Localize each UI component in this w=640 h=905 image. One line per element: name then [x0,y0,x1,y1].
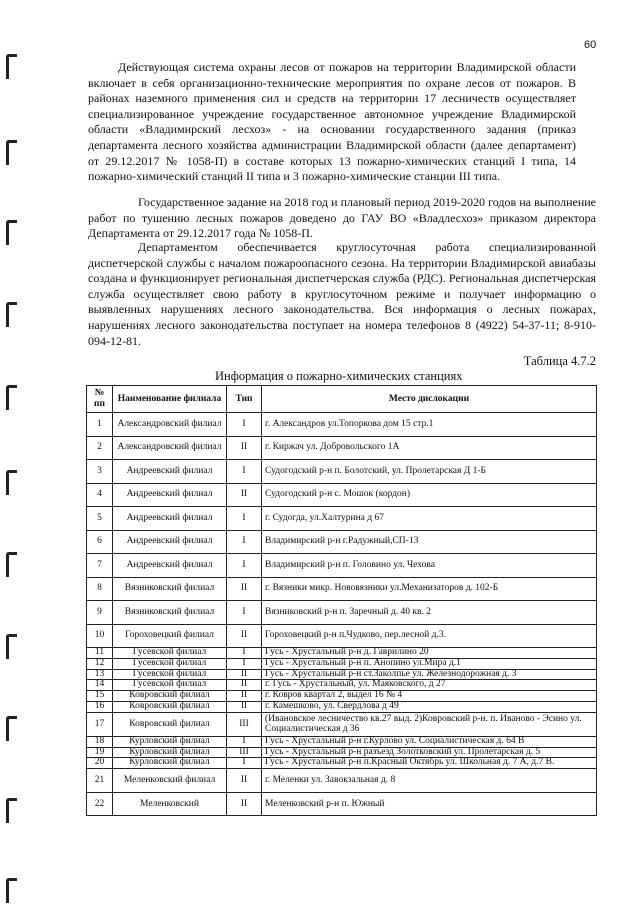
table-row [87,769,597,793]
row-location: Гусь - Хрустальный р-н п. Анопино ул.Мира д.1 [262,658,597,669]
row-location: г. Александров ул.Топоркова дом 15 стр.1 [262,413,597,437]
row-type: I [227,758,262,769]
row-filial: Гусевской филиал [113,648,227,659]
row-number: 10 [87,624,113,648]
row-number: 16 [87,701,113,712]
row-location: г. Гусь - Хрустальный, ул. Маяковского, д 27 [262,680,597,691]
row-type: III [227,747,262,758]
row-type: II [227,483,262,507]
row-type: I [227,736,262,747]
row-number: 13 [87,669,113,680]
paragraph-dispatch-service: Департаментом обеспечивается круглосуточная работа специализированной диспетчерской службы с началом пожароопасного сезона. На территории Владимирской авиабазы создана и функционирует региональная диспетчерская служба (РДС). Региональная диспетчерская служба осуществляет свою работу в круглосуточном режиме и получает информацию о выявленных нарушениях лесного законодательства. Вся информация о лесных пожарах, нарушениях лесного законодательства поступает на номера телефонов 8 (4922) 54-37-11; 8-910-094-12-81. [88,240,596,348]
row-number: 18 [87,736,113,747]
header-num: № пп [87,386,113,413]
row-filial: Курловский филиал [113,736,227,747]
row-number: 22 [87,792,113,816]
row-filial: Гусевской филиал [113,680,227,691]
table-row [87,658,597,669]
row-location: Гороховецкий р-н п.Чудково, пер.лесной д.3. [262,624,597,648]
row-number: 20 [87,758,113,769]
row-location: Судогодский р-н с. Мошок (кордон) [262,483,597,507]
row-type: I [227,530,262,554]
table-row [87,436,597,460]
header-location: Место дислокации [262,386,597,413]
row-location: Владимирский р-н г.Радужный,СП-13 [262,530,597,554]
row-number: 19 [87,747,113,758]
paragraph-fire-protection-system: Действующая система охраны лесов от пожаров на территории Владимирской области включает в себя организационно-технические мероприятия по охране лесов от пожаров. В районах наземного применения сил и средств на территории 17 лесничеств осуществляет специализированное учреждение государственное автономное учреждение Владимирской области «Владимирский лесхоз» - на основании государственного задания (приказ департамента лесного хозяйства администрации Владимирской области (далее департамент) от 29.12.2017 № 1058-П) в составе которых 13 пожарно-химических станций I типа, 14 пожарно-химический станций II типа и 3 пожарно-химические станции III типа. [88,60,576,184]
row-type: I [227,554,262,578]
row-filial: Андреевский филиал [113,507,227,531]
paragraph-state-assignment: Государственное задание на 2018 год и плановый период 2019-2020 годов на выполнение работ по тушению лесных пожаров доведено до ГАУ ВО «Владлесхоз» приказом директора Департамента от 29.12.2017 года № 1058-П. [88,195,596,241]
binder-holes [6,40,20,900]
row-filial: Александровский филиал [113,436,227,460]
table-row [87,758,597,769]
table-row [87,648,597,659]
row-number: 4 [87,483,113,507]
row-type: II [227,691,262,702]
row-number: 14 [87,680,113,691]
table-row [87,792,597,816]
header-type: Тип [227,386,262,413]
row-type: III [227,712,262,736]
table-row [87,691,597,702]
row-type: I [227,658,262,669]
table-row [87,530,597,554]
row-filial: Андреевский филиал [113,483,227,507]
row-number: 21 [87,769,113,793]
row-number: 2 [87,436,113,460]
row-location: Гусь - Хрустальный р-н разъезд Золотковский ул. Пролетарская д. 5 [262,747,597,758]
row-filial: Ковровский филиал [113,691,227,702]
table-row [87,554,597,578]
table-row [87,507,597,531]
row-filial: Гусевской филиал [113,669,227,680]
table-caption: Таблица 4.7.2 [523,354,596,368]
row-location: Судогодский р-н п. Болотский, ул. Пролетарская Д 1-Б [262,460,597,484]
row-location: г. Киржач ул. Добровольского 1А [262,436,597,460]
row-number: 15 [87,691,113,702]
table-title: Информация о пожарно-химических станциях [215,369,463,383]
row-number: 17 [87,712,113,736]
table-row [87,483,597,507]
row-type: II [227,436,262,460]
table-row [87,413,597,437]
row-number: 7 [87,554,113,578]
row-type: II [227,769,262,793]
row-location: Вязниковский р-н п. Заречный д. 40 кв. 2 [262,601,597,625]
table-row [87,624,597,648]
row-type: II [227,577,262,601]
table-body [87,413,597,816]
row-type: I [227,601,262,625]
row-location: Меленковский р-н п. Южный [262,792,597,816]
row-location: г. Ковров квартал 2, выдел 16 № 4 [262,691,597,702]
row-number: 5 [87,507,113,531]
row-location: г. Меленки ул. Завокзальная д. 8 [262,769,597,793]
table-row [87,736,597,747]
row-type: II [227,624,262,648]
row-filial: Ковровский филиал [113,712,227,736]
row-location: Владимирский р-н п. Головино ул. Чехова [262,554,597,578]
row-number: 8 [87,577,113,601]
row-filial: Меленковский филиал [113,769,227,793]
table-row [87,712,597,736]
row-type: I [227,413,262,437]
row-number: 6 [87,530,113,554]
row-location: Гусь - Хрустальный р-н ст.Заколпье ул. Железнодорожная д. 3 [262,669,597,680]
row-location: г. Судогда, ул.Халтурина д 67 [262,507,597,531]
stations-table [86,385,597,816]
row-filial: Вязниковский филиал [113,577,227,601]
row-type: II [227,669,262,680]
row-type: II [227,792,262,816]
row-location: Гусь - Хрустальный р-н г.Курлово ул. Социалистическая д. 64 В [262,736,597,747]
row-number: 11 [87,648,113,659]
row-filial: Курловский филиал [113,747,227,758]
row-number: 3 [87,460,113,484]
row-filial: Гороховецкий филиал [113,624,227,648]
table-row [87,577,597,601]
page-number: 60 [584,39,597,51]
header-filial: Наименование филиала [113,386,227,413]
row-location: Гусь - Хрустальный р-н п.Красный Октябрь ул. Школьная д. 7 А, д.7 В. [262,758,597,769]
row-filial: Александровский филиал [113,413,227,437]
row-number: 1 [87,413,113,437]
row-location: г. Камешково, ул. Свердлова д 49 [262,701,597,712]
row-filial: Гусевской филиал [113,658,227,669]
row-filial: Курловский филиал [113,758,227,769]
row-filial: Андреевский филиал [113,554,227,578]
table-row [87,460,597,484]
row-filial: Андреевский филиал [113,460,227,484]
table-header-row [87,386,597,413]
row-type: II [227,680,262,691]
row-filial: Ковровский филиал [113,701,227,712]
table-row [87,601,597,625]
row-filial: Андреевский филиал [113,530,227,554]
row-type: II [227,701,262,712]
row-type: I [227,648,262,659]
row-location: (Ивановское лесничество кв.27 выд. 2)Ковровский р-н. п. Иваново - Эсино ул. Социалистическая д 36 [262,712,597,736]
row-location: г. Вязники микр. Нововязники ул.Механизаторов д. 102-Б [262,577,597,601]
row-number: 9 [87,601,113,625]
row-filial: Меленковский [113,792,227,816]
table-row [87,701,597,712]
row-filial: Вязниковский филиал [113,601,227,625]
row-number: 12 [87,658,113,669]
row-type: I [227,460,262,484]
row-type: I [227,507,262,531]
row-location: Гусь - Хрустальный р-н д. Гаврилино 20 [262,648,597,659]
